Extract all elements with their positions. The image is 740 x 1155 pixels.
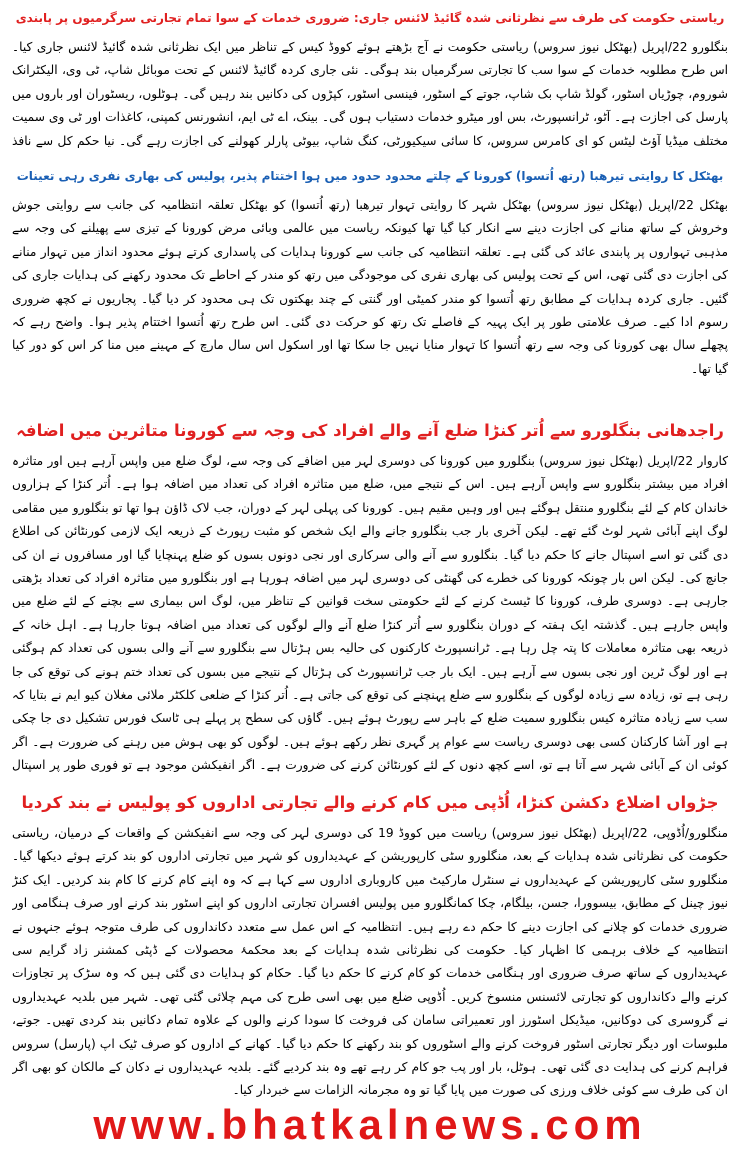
article-body: منگلورو/اُڈوپی، 22/اپریل (بھٹکل نیوز سروس) ریاست میں کووڈ 19 کی دوسری لہر کی وجہ سے انفیکشن کے واقعات کے درمیان، ریاستی حکومت کی نظرثانی شدہ ہدایات کے بعد، منگلورو سٹی کارپوریشن کے عہدیداروں کو شہر میں تجارتی اداروں کو بند کرتے ہوئے دیکھا گیا۔ منگلورو سٹی کارپوریشن کے عہدیداروں نے سنٹرل مارکیٹ میں کاروباری اداروں سے کہا ہے کہ وہ اپنے کام کرنے کا کام بند کردیں۔ ایک کنڑ نیوز چینل کے مطابق، بیسوورا، جسن، بیلگام، چکا کمانگلورو میں پولیس افسران تجارتی اداروں کو اپنے اسٹور بند کرنے اور صرف ہنگامی اور ضروری خدمات کو چلانے کی اجازت دینے کا حکم دے رہے ہیں۔ انتظامیہ کے اس عمل سے متعدد دکانداروں کی طرف متوجہ ہوئے جنہوں نے انتظامیہ کے خلاف برہمی کا اظہار کیا۔ حکومت کی نظرثانی شدہ ہدایات کے بعد محکمۂ محصولات کے ڈپٹی کمشنر زاد گرایم سی عہدیداروں کے ساتھ صرف ضروری اور ہنگامی خدمات کو کام کرنے کا حکم دیا گیا۔ حکام کو ہدایات دی گئی ہیں کہ وہ سڑک پر تجاوزات کرنے والے دکانداروں کو تجارتی لائسنس منسوخ کریں۔ اُڈوپی ضلع میں بھی اسی طرح کی مہم چلائی گئی تھی۔ شہر میں بلدیہ عہدیداروں نے گروسری کی دوکانیں، میڈیکل اسٹورز اور تعمیراتی سامان کی فروخت کا سودا کرنے والوں کے علاوہ تمام دکانیں بند کردی تھیں۔ جوتے، ملبوسات اور دیگر تجارتی اسٹور فروخت کرنے والے اسٹوروں کو بند رکھنے کا حکم دیا گیا۔ کھانے کے اداروں کو صرف ٹیک اپ (پارسل) سروس فراہم کرنے کی ہدایت دی گئی تھی۔ ہوٹل، بار اور پب جو کام کر رہے تھے وہ بند کردیے گئے۔ بلدیہ عہدیداروں نے دکان کے مالکان کو بھی اگر ان کی طرف سے کوئی خلاف ورزی کی صورت میں پایا گیا تو وہ مجرمانہ الزامات سے خبردار کیا۔ bbox=[12, 826, 728, 1098]
article-body: بنگلورو 22/اپریل (بھٹکل نیوز سروس) ریاستی حکومت نے آج بڑھتے ہوئے کووڈ کیس کے تناظر میں ایک نظرثانی شدہ گائیڈ لائنس جاری کیا۔ اس طرح مطلوبہ خدمات کے سوا سب کا تجارتی سرگرمیاں بند ہوگی۔ نئی جاری کردہ گائیڈ لائنس کے تحت موبائل شاپ، ٹی وی، الیکٹرانک شوروم، چوڑیاں اسٹور، گولڈ شاپ بک شاپ، جوتے کے اسٹور، فینسی اسٹور، کپڑوں کی دکانیں بند رہیں گی۔ ہوٹلوں، ریسٹوران اور باروں میں پارسل کی اجازت ہے۔ آٹو، ٹرانسپورٹ، بس اور میٹرو خدمات دستیاب ہوں گی۔ بینک، اے ٹی ایم، انشورنس کمپنی، کاغذات اور ٹی وی سمیت مختلف میڈیا آؤٹ لیٹس کو ای کامرس سروس، کا سائی سیکیورٹی، کنگ شاپ، بیوٹی پارلر کھولنے کی اجازت رہے گی۔ نیا حکم کل سے نافذ bbox=[12, 40, 728, 148]
article-headline: راجدھانی بنگلورو سے اُتر کنڑا ضلع آنے والے افراد کی وجہ سے کورونا متاثرین میں اضافہ bbox=[16, 421, 724, 440]
article-body: بھٹکل 22/اپریل (بھٹکل نیوز سروس) بھٹکل شہر کا روایتی تہوار تیرھبا (رتھ اُتسوا) کو بھٹکل تعلقہ انتظامیہ کی جانب سے روایتی جوش وخروش کے ساتھ منانے کی اجازت دینے سے انکار کیا گیا تھا کیونکہ ریاست میں عالمی وبائی مرض کورونا کے تیزی سے پھیلنے کی وجہ سے مذہبی تہواروں پر پابندی عائد کی گئی ہے۔ تعلقہ انتظامیہ کی جانب سے کورونا ہدایات کی پاسداری کرتے ہوئے محدود انداز میں تہوار منانے کی اجازت دی گئی تھی، اس کے تحت پولیس کی بھاری نفری کی موجودگی میں رتھ کو مندر کے احاطے تک محدود رکھنے کی ہدایات جاری کی گئیں۔ جاری کردہ ہدایات کے مطابق رتھ اُتسوا کو مندر کمیٹی اور گنتی کے چند بھکتوں تک ہی محدود کر دیا گیا۔ پجاریوں نے کچھ ضروری رسوم ادا کیے۔ صرف علامتی طور پر ایک پہیہ کے فاصلے تک رتھ کو حرکت دی گئی۔ اس طرح رتھ اُتسوا اختتام پذیر ہوا۔ واضح رہے کہ پچھلے سال بھی کورونا کی وجہ سے رتھ اُتسوا کا تہوار منایا نہیں جا سکا تھا اور اسکول اس سال مارچ کے مہینے میں منا کر اس کو دور کیا گیا تھا۔ bbox=[12, 198, 728, 376]
article-headline: بھٹکل کا روایتی تیرھبا (رتھ اُتسوا) کورونا کے چلتے محدود حدود میں ہوا اختتام پذیر، پولیس کی بھاری نفری رہی تعینات bbox=[16, 169, 724, 183]
article-headline: ریاستی حکومت کی طرف سے نظرثانی شدہ گائیڈ لائنس جاری: ضروری خدمات کے سوا تمام تجارتی سرگرمیوں پر پابندی bbox=[15, 11, 725, 25]
article-rath-utsav bbox=[0, 158, 740, 406]
article-trade-restrictions bbox=[0, 0, 740, 154]
article-body: کاروار 22/اپریل (بھٹکل نیوز سروس) بنگلورو میں کورونا کی دوسری لہر میں اضافے کی وجہ سے، لوگ ضلع میں واپس آرہے ہیں اور متاثرہ افراد میں بیشتر بنگلورو سے واپس آرہے ہیں۔ اس کے نتیجے میں، ضلع میں متاثرہ افراد کی تعداد میں اضافہ ہوا ہے۔ اُتر کنڑا کے ہزاروں خاندان کام کے لئے بنگلورو منتقل ہوگئے ہیں اور وہیں مقیم ہیں۔ کورونا کی پہلی لہر کے دوران، جب لاک ڈاؤن ہوا تھا تو بنگلورو میں مقامی لوگ اپنے آبائی شہر لوٹ گئے تھے۔ لیکن آخری بار جب بنگلورو جانے والے ایک شخص کو مثبت رپورٹ کے ذریعہ ایک لازمی کورنٹائن کی اطلاع دی گئی تو اسے اسپتال جانے کا حکم دیا گیا۔ بنگلورو سے آنے والی سرکاری اور نجی دونوں بسوں کو ضلع پہنچایا گیا اور مسافروں نے ان کی جانچ کی۔ لیکن اس بار چونکہ کورونا کی خطرے کی گھنٹی کی دوسری لہر میں اضافہ ہورہا ہے اور بنگلورو میں متاثرہ افراد کی تعداد بڑھتی جارہی ہے۔ دوسری طرف، کورونا کا ٹیسٹ کرنے کے لئے حکومتی سخت قوانین کے تناظر میں، لوگ اس بیماری سے بچنے کے لئے ضلع میں واپس جارہے ہیں۔ گذشتہ ایک ہفتہ کے دوران بنگلورو سے اُتر کنڑا ضلع آنے والے لوگوں کی تعداد میں اضافہ ہوتا جارہا ہے۔ اہل خانہ کے ذریعہ بھی متاثرہ معاملات کا پتہ چل رہا ہے۔ ٹرانسپورٹ کارکنوں کی حالیہ بس ہڑتال سے بنگلورو سے آنے والی بسوں کی تعداد کم ہوگئی ہے اور لوگ ٹرین اور نجی بسوں سے آرہے ہیں۔ ایک بار جب ٹرانسپورٹ کی ہڑتال کے نتیجے میں بسوں کی تعداد ختم ہونے کی توقع کی جا رہی ہے تو، زیادہ سے زیادہ لوگوں کے بنگلورو سے ضلع پہنچنے کی توقع کی جاتی ہے۔ اُتر کنڑا کے ضلعی کلکٹر ملائی مغلان کیو ایم نے بتایا کہ سب سے زیادہ متاثرہ کیس بنگلورو سمیت ضلع کے باہر سے رپورٹ ہوئے ہیں۔ گاؤں کی سطح پر پہلے ہی ٹاسک فورس تشکیل دی جا چکی ہے اور آشا کارکنان کسی بھی دوسری ریاست سے عوام پر گہری نظر رکھے ہوئے ہیں۔ لوگوں کو بھی ہوش میں رہنے کی ضرورت ہے۔ اگر کوئی ان کے آبائی شہر سے آتا ہے تو، اسے کچھ دنوں کے لئے کورنٹائن کرنے کی ضرورت ہے۔ اگر انفیکشن موجود ہے تو فوری طور پر اسپتال bbox=[12, 454, 728, 773]
website-footer-link[interactable]: www.bhatkalnews.com bbox=[93, 1101, 647, 1148]
article-shop-closures bbox=[0, 784, 740, 1104]
article-bengaluru-returnees bbox=[0, 412, 740, 780]
article-headline: جڑواں اضلاع دکشن کنڑا، اُڈپی میں کام کرنے والے تجارتی اداروں کو پولیس نے بند کردیا bbox=[21, 793, 719, 812]
